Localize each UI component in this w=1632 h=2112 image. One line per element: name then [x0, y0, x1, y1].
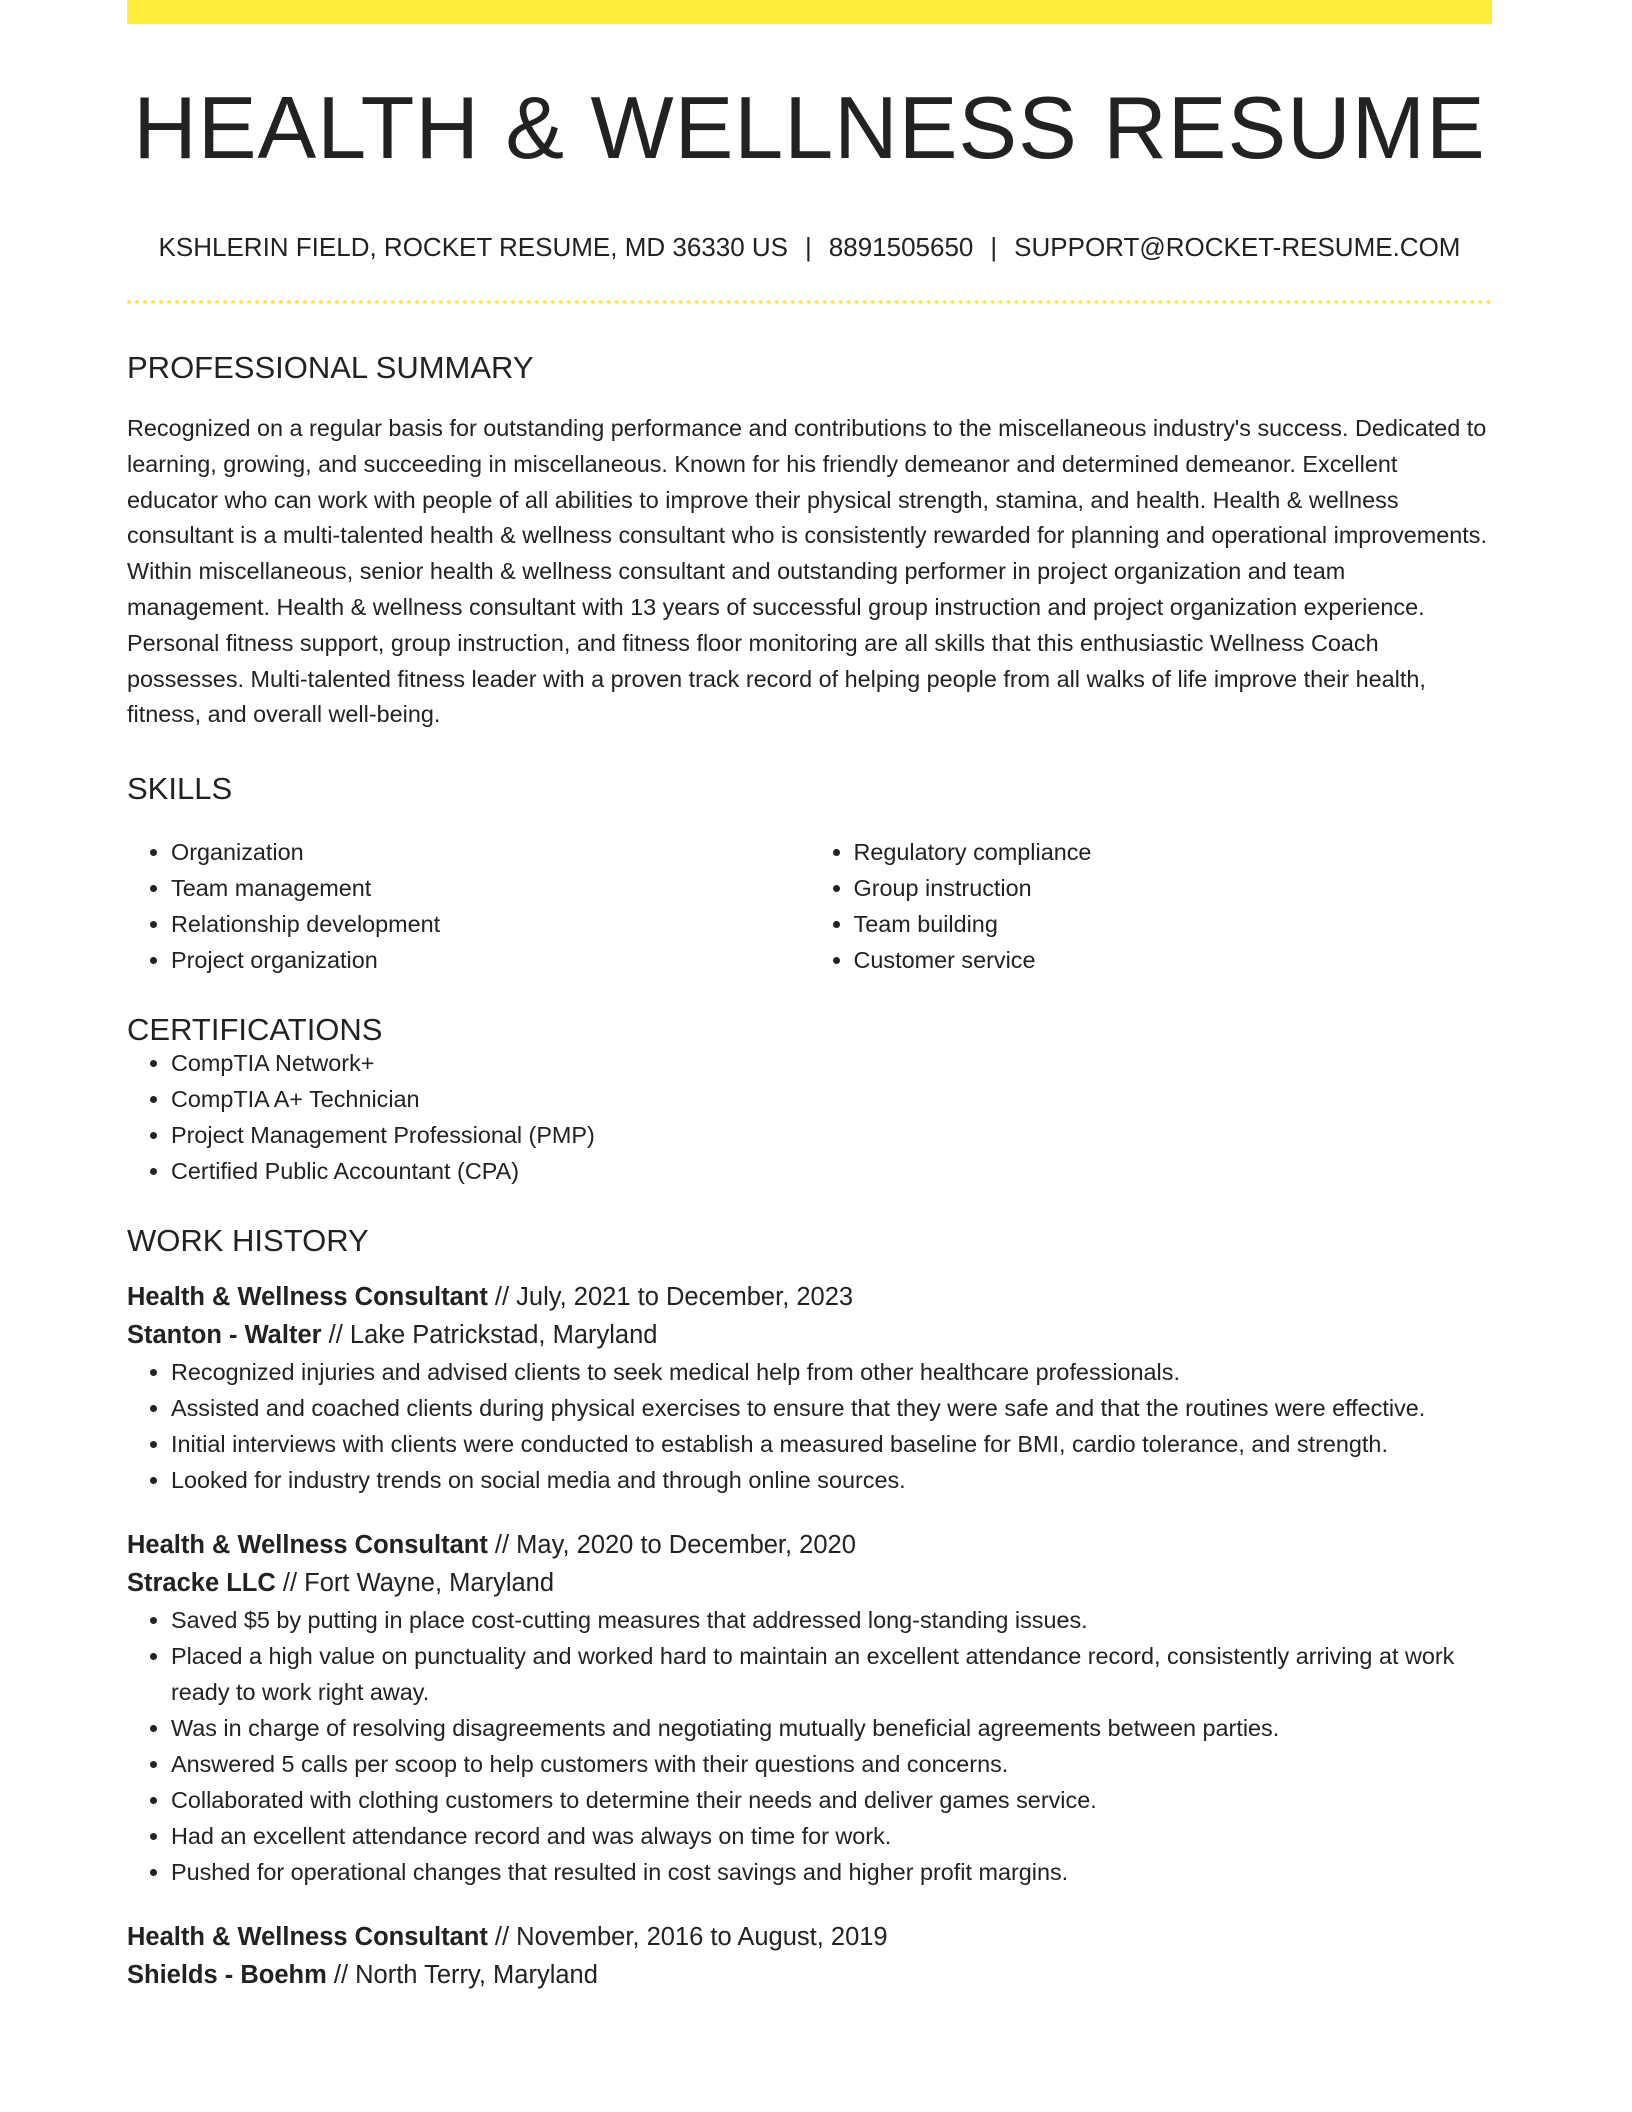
job-company-line [127, 1956, 1492, 1994]
header-divider [127, 300, 1492, 304]
job-company-line [127, 1564, 1492, 1602]
skill-item: • Relationship development [171, 906, 810, 942]
job-title: Health & Wellness Consultant [127, 1923, 488, 1952]
job-bullet: • Initial interviews with clients were conducted to establish a measured baseline for BMI, cardio tolerance, and strength. [171, 1426, 1492, 1462]
work-history-section [127, 1225, 1492, 1994]
contact-phone: 8891505650 [828, 232, 974, 262]
job-bullet: • Saved $5 by putting in place cost-cutting measures that addressed long-standing issues. [171, 1602, 1492, 1638]
skill-item: • Project organization [171, 942, 810, 978]
job-company: Stanton - Walter [127, 1321, 322, 1350]
job-dates: // November, 2016 to August, 2019 [487, 1923, 888, 1952]
skill-item: • Group instruction [854, 870, 1493, 906]
job-location: // North Terry, Maryland [326, 1961, 598, 1990]
job-bullet: • Looked for industry trends on social media and through online sources. [171, 1462, 1492, 1498]
certification-item: • Certified Public Accountant (CPA) [171, 1153, 1492, 1189]
job-bullet: • Assisted and coached clients during physical exercises to ensure that they were safe and that the routines were effective. [171, 1390, 1492, 1426]
job-dates: // July, 2021 to December, 2023 [487, 1283, 854, 1312]
job-company-line [127, 1316, 1492, 1354]
skill-item: • Customer service [854, 942, 1493, 978]
certifications-heading: CERTIFICATIONS [127, 1012, 383, 1048]
job-location: // Fort Wayne, Maryland [275, 1569, 555, 1598]
job-bullet: • Placed a high value on punctuality and worked hard to maintain an excellent attendance record, consistently arriving at work ready to work right away. [171, 1638, 1492, 1710]
skills-list-right [810, 834, 1493, 978]
summary-text: Recognized on a regular basis for outstanding performance and contributions to the miscellaneous industry's success. Dedicated to learning, growing, and succeeding in miscellaneous. Known for his friendly demeanor and determined demeanor. Excellent educator who can work with people of all abilities to improve their physical strength, stamina, and health. Health & wellness consultant is a multi-talented health & wellness consultant who is consistently rewarded for planning and operational improvements. Within miscellaneous, senior health & wellness consultant and outstanding performer in project organization and team management. Health & wellness consultant with 13 years of successful group instruction and project organization experience. Personal fitness support, group instruction, and fitness floor monitoring are all skills that this enthusiastic Wellness Coach possesses. Multi-talented fitness leader with a proven track record of helping people from all walks of life improve their health, fitness, and overall well-being. [127, 415, 1488, 728]
contact-separator: | [805, 232, 812, 262]
job-bullet: • Recognized injuries and advised clients to seek medical help from other healthcare professionals. [171, 1354, 1492, 1390]
skill-item: • Organization [171, 834, 810, 870]
contact-line [127, 234, 1492, 260]
job-dates: // May, 2020 to December, 2020 [487, 1531, 856, 1560]
job-title: Health & Wellness Consultant [127, 1283, 488, 1312]
certifications-section [127, 1014, 1492, 1189]
job-entry [127, 1278, 1492, 1498]
certification-item: • Project Management Professional (PMP) [171, 1117, 1492, 1153]
job-title: Health & Wellness Consultant [127, 1531, 488, 1560]
job-company: Shields - Boehm [127, 1961, 327, 1990]
job-title-line [127, 1918, 1492, 1956]
skills-grid [127, 834, 1492, 978]
job-location: // Lake Patrickstad, Maryland [321, 1321, 658, 1350]
job-bullets [127, 1602, 1492, 1890]
job-entry [127, 1526, 1492, 1890]
job-bullet: • Had an excellent attendance record and was always on time for work. [171, 1818, 1492, 1854]
job-title-line [127, 1526, 1492, 1564]
contact-email: SUPPORT@ROCKET-RESUME.COM [1014, 232, 1461, 262]
job-bullets [127, 1354, 1492, 1498]
job-bullet: • Collaborated with clothing customers to determine their needs and deliver games service. [171, 1782, 1492, 1818]
certification-item: • CompTIA A+ Technician [171, 1081, 1492, 1117]
job-bullet: • Pushed for operational changes that resulted in cost savings and higher profit margins. [171, 1854, 1492, 1890]
certifications-list [127, 1045, 1492, 1189]
skills-list-left [127, 834, 810, 978]
job-bullet: • Answered 5 calls per scoop to help customers with their questions and concerns. [171, 1746, 1492, 1782]
skill-item: • Regulatory compliance [854, 834, 1493, 870]
skill-item: • Team building [854, 906, 1493, 942]
skills-section [127, 773, 1492, 978]
contact-address: KSHLERIN FIELD, ROCKET RESUME, MD 36330 US [158, 232, 789, 262]
summary-heading: PROFESSIONAL SUMMARY [127, 350, 534, 385]
skill-item: • Team management [171, 870, 810, 906]
work-history-heading: WORK HISTORY [127, 1223, 369, 1259]
certification-item: • CompTIA Network+ [171, 1045, 1492, 1081]
job-bullet: • Was in charge of resolving disagreements and negotiating mutually beneficial agreements between parties. [171, 1710, 1492, 1746]
job-company: Stracke LLC [127, 1569, 276, 1598]
contact-separator: | [990, 232, 998, 262]
summary-section [127, 352, 1492, 733]
accent-top-bar [127, 0, 1492, 24]
skills-heading: SKILLS [127, 771, 233, 807]
job-entry [127, 1918, 1492, 1994]
job-title-line [127, 1278, 1492, 1316]
resume-title: HEALTH & WELLNESS RESUME [133, 78, 1486, 177]
resume-page [127, 0, 1492, 1994]
